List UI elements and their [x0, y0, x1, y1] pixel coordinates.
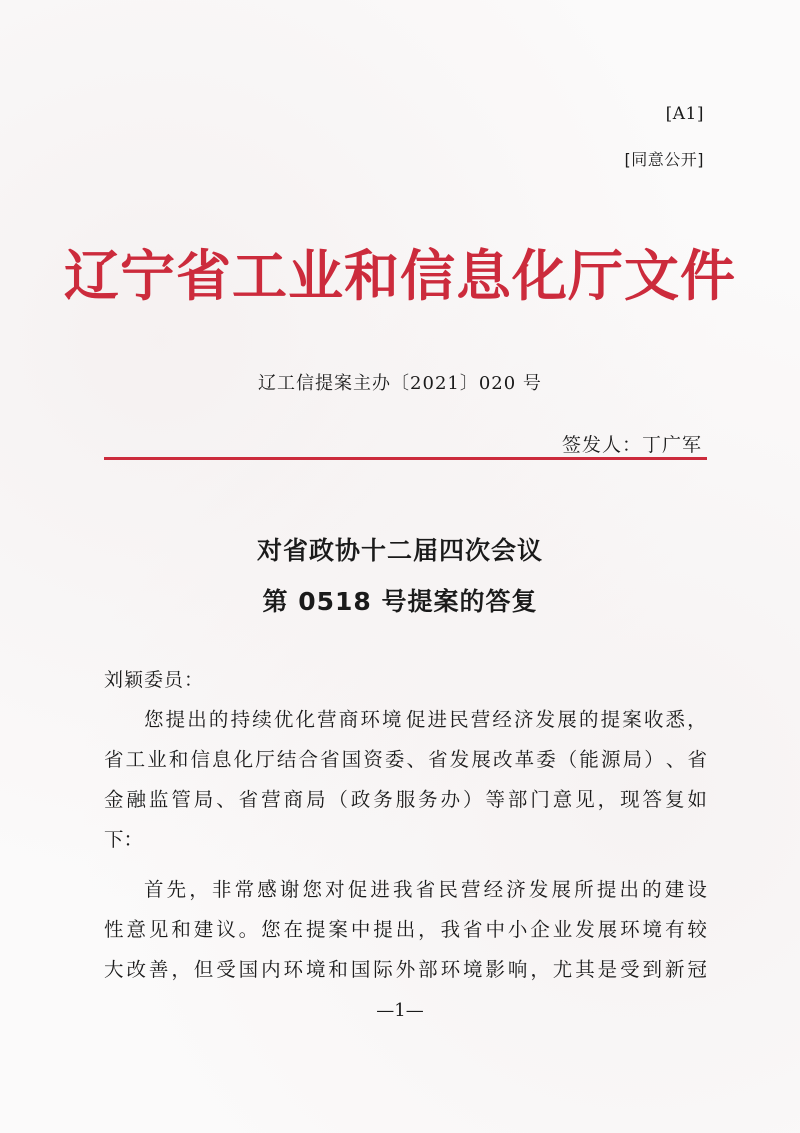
reply-title-line-2: 第 0518 号提案的答复 [262, 587, 538, 616]
disclosure-mark: [同意公开] [624, 150, 704, 169]
paragraph-line: 您 提 出 的 持 续 优 化 营 商 环 境 促 进 民 营 经 济 发 展 的 提 案 收 悉 ， [144, 708, 707, 731]
paragraph-line: 省 工 业 和 信 息 化 厅 结 合 省 国 资 委 、 省 发 展 改 革 委 （ 能 源 局 ） 、 省 [104, 748, 707, 771]
document-number: 辽工信提案主办〔2021〕020 号 [258, 373, 542, 394]
agency-title: 辽宁省工业和信息化厅文件 [63, 244, 736, 308]
paragraph-2 [104, 870, 707, 990]
paragraph-1 [104, 700, 707, 860]
paragraph-line: 大 改 善 ， 但 受 国 内 环 境 和 国 际 外 部 环 境 影 响 ， 尤 其 是 受 到 新 冠 [104, 958, 707, 981]
red-divider [104, 457, 707, 460]
salutation: 刘颖委员： [104, 669, 205, 691]
signer: 签发人：丁广军 [561, 434, 702, 456]
page-number: —1— [376, 1000, 424, 1021]
classification-mark: [A1] [665, 104, 704, 124]
paragraph-line: 金 融 监 管 局 、 省 营 商 局 （ 政 务 服 务 办 ） 等 部 门 意 见 ， 现 答 复 如 [104, 788, 707, 811]
paragraph-line: 性 意 见 和 建 议 。 您 在 提 案 中 提 出 ， 我 省 中 小 企 业 发 展 环 境 有 较 [104, 918, 707, 941]
paragraph-line: 下 ： [104, 828, 144, 851]
reply-title-line-1: 对省政协十二届四次会议 [256, 536, 543, 565]
paragraph-line: 首 先 ， 非 常 感 谢 您 对 促 进 我 省 民 营 经 济 发 展 所 提 出 的 建 设 [144, 878, 707, 901]
